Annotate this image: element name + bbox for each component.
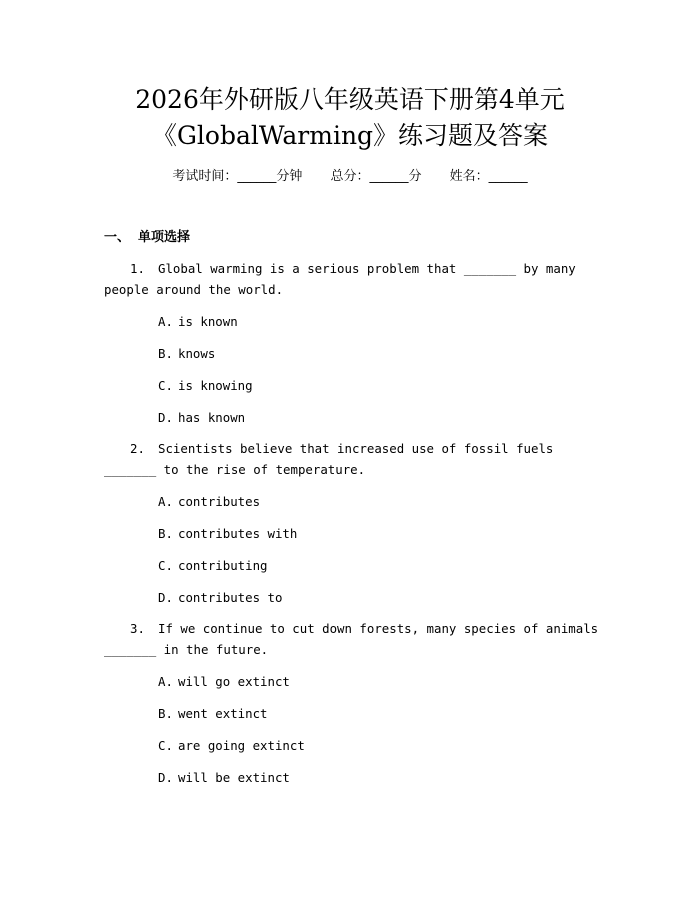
option-letter: D. [158, 590, 173, 605]
option-letter: A. [158, 674, 173, 689]
document-title-line-1: 2026年外研版八年级英语下册第4单元 [135, 85, 565, 114]
total-score-blank: ______ [369, 169, 409, 184]
question-number: 2. [130, 441, 145, 456]
option-text: went extinct [178, 706, 268, 721]
option-3a [158, 673, 290, 691]
option-letter: B. [158, 706, 173, 721]
exam-meta-line [0, 168, 700, 186]
question-number: 1. [130, 261, 145, 276]
option-2c [158, 557, 268, 575]
option-text: contributing [178, 558, 268, 573]
option-text: knows [178, 346, 216, 361]
option-2b [158, 525, 297, 543]
option-3b [158, 705, 268, 723]
section-title: 单项选择 [138, 230, 191, 245]
option-text: is knowing [178, 378, 253, 393]
option-letter: B. [158, 526, 173, 541]
option-text: are going extinct [178, 738, 305, 753]
total-score-field [330, 168, 421, 186]
option-text: contributes [178, 494, 261, 509]
option-1c [158, 377, 253, 395]
question-2 [104, 439, 599, 480]
option-letter: B. [158, 346, 173, 361]
exam-time-field [172, 168, 302, 186]
question-3 [104, 619, 599, 660]
option-letter: D. [158, 770, 173, 785]
student-name-field [450, 168, 528, 186]
question-text: Scientists believe that increased use of fossil fuels _______ to the rise of temperature. [104, 441, 554, 477]
exam-time-blank: ______ [237, 169, 277, 184]
question-text: If we continue to cut down forests, many species of animals _______ in the future. [104, 621, 599, 657]
option-letter: C. [158, 558, 173, 573]
option-letter: A. [158, 494, 173, 509]
option-text: has known [178, 410, 246, 425]
student-name-label: 姓名： [449, 169, 489, 184]
option-3c [158, 737, 305, 755]
option-text: will be extinct [178, 770, 290, 785]
student-name-blank: ______ [488, 169, 528, 184]
option-2a [158, 493, 260, 511]
option-1b [158, 345, 215, 363]
option-text: contributes to [178, 590, 283, 605]
option-text: is known [178, 314, 238, 329]
option-letter: A. [158, 314, 173, 329]
question-text: Global warming is a serious problem that _______ by many people around the world. [104, 261, 576, 297]
section-number: 一、 [104, 230, 131, 245]
exam-time-unit: 分钟 [276, 169, 303, 184]
total-score-unit: 分 [408, 169, 422, 184]
option-letter: C. [158, 378, 173, 393]
exam-time-label: 考试时间： [172, 169, 238, 184]
document-title-line-2: 《GlobalWarming》练习题及答案 [151, 121, 549, 150]
total-score-label: 总分： [330, 169, 370, 184]
question-1 [104, 259, 599, 300]
option-text: will go extinct [178, 674, 290, 689]
question-number: 3. [130, 621, 145, 636]
option-1d [158, 409, 245, 427]
section-heading [104, 229, 190, 247]
option-text: contributes with [178, 526, 298, 541]
option-letter: C. [158, 738, 173, 753]
option-1a [158, 313, 238, 331]
option-letter: D. [158, 410, 173, 425]
option-3d [158, 769, 290, 787]
option-2d [158, 589, 282, 607]
